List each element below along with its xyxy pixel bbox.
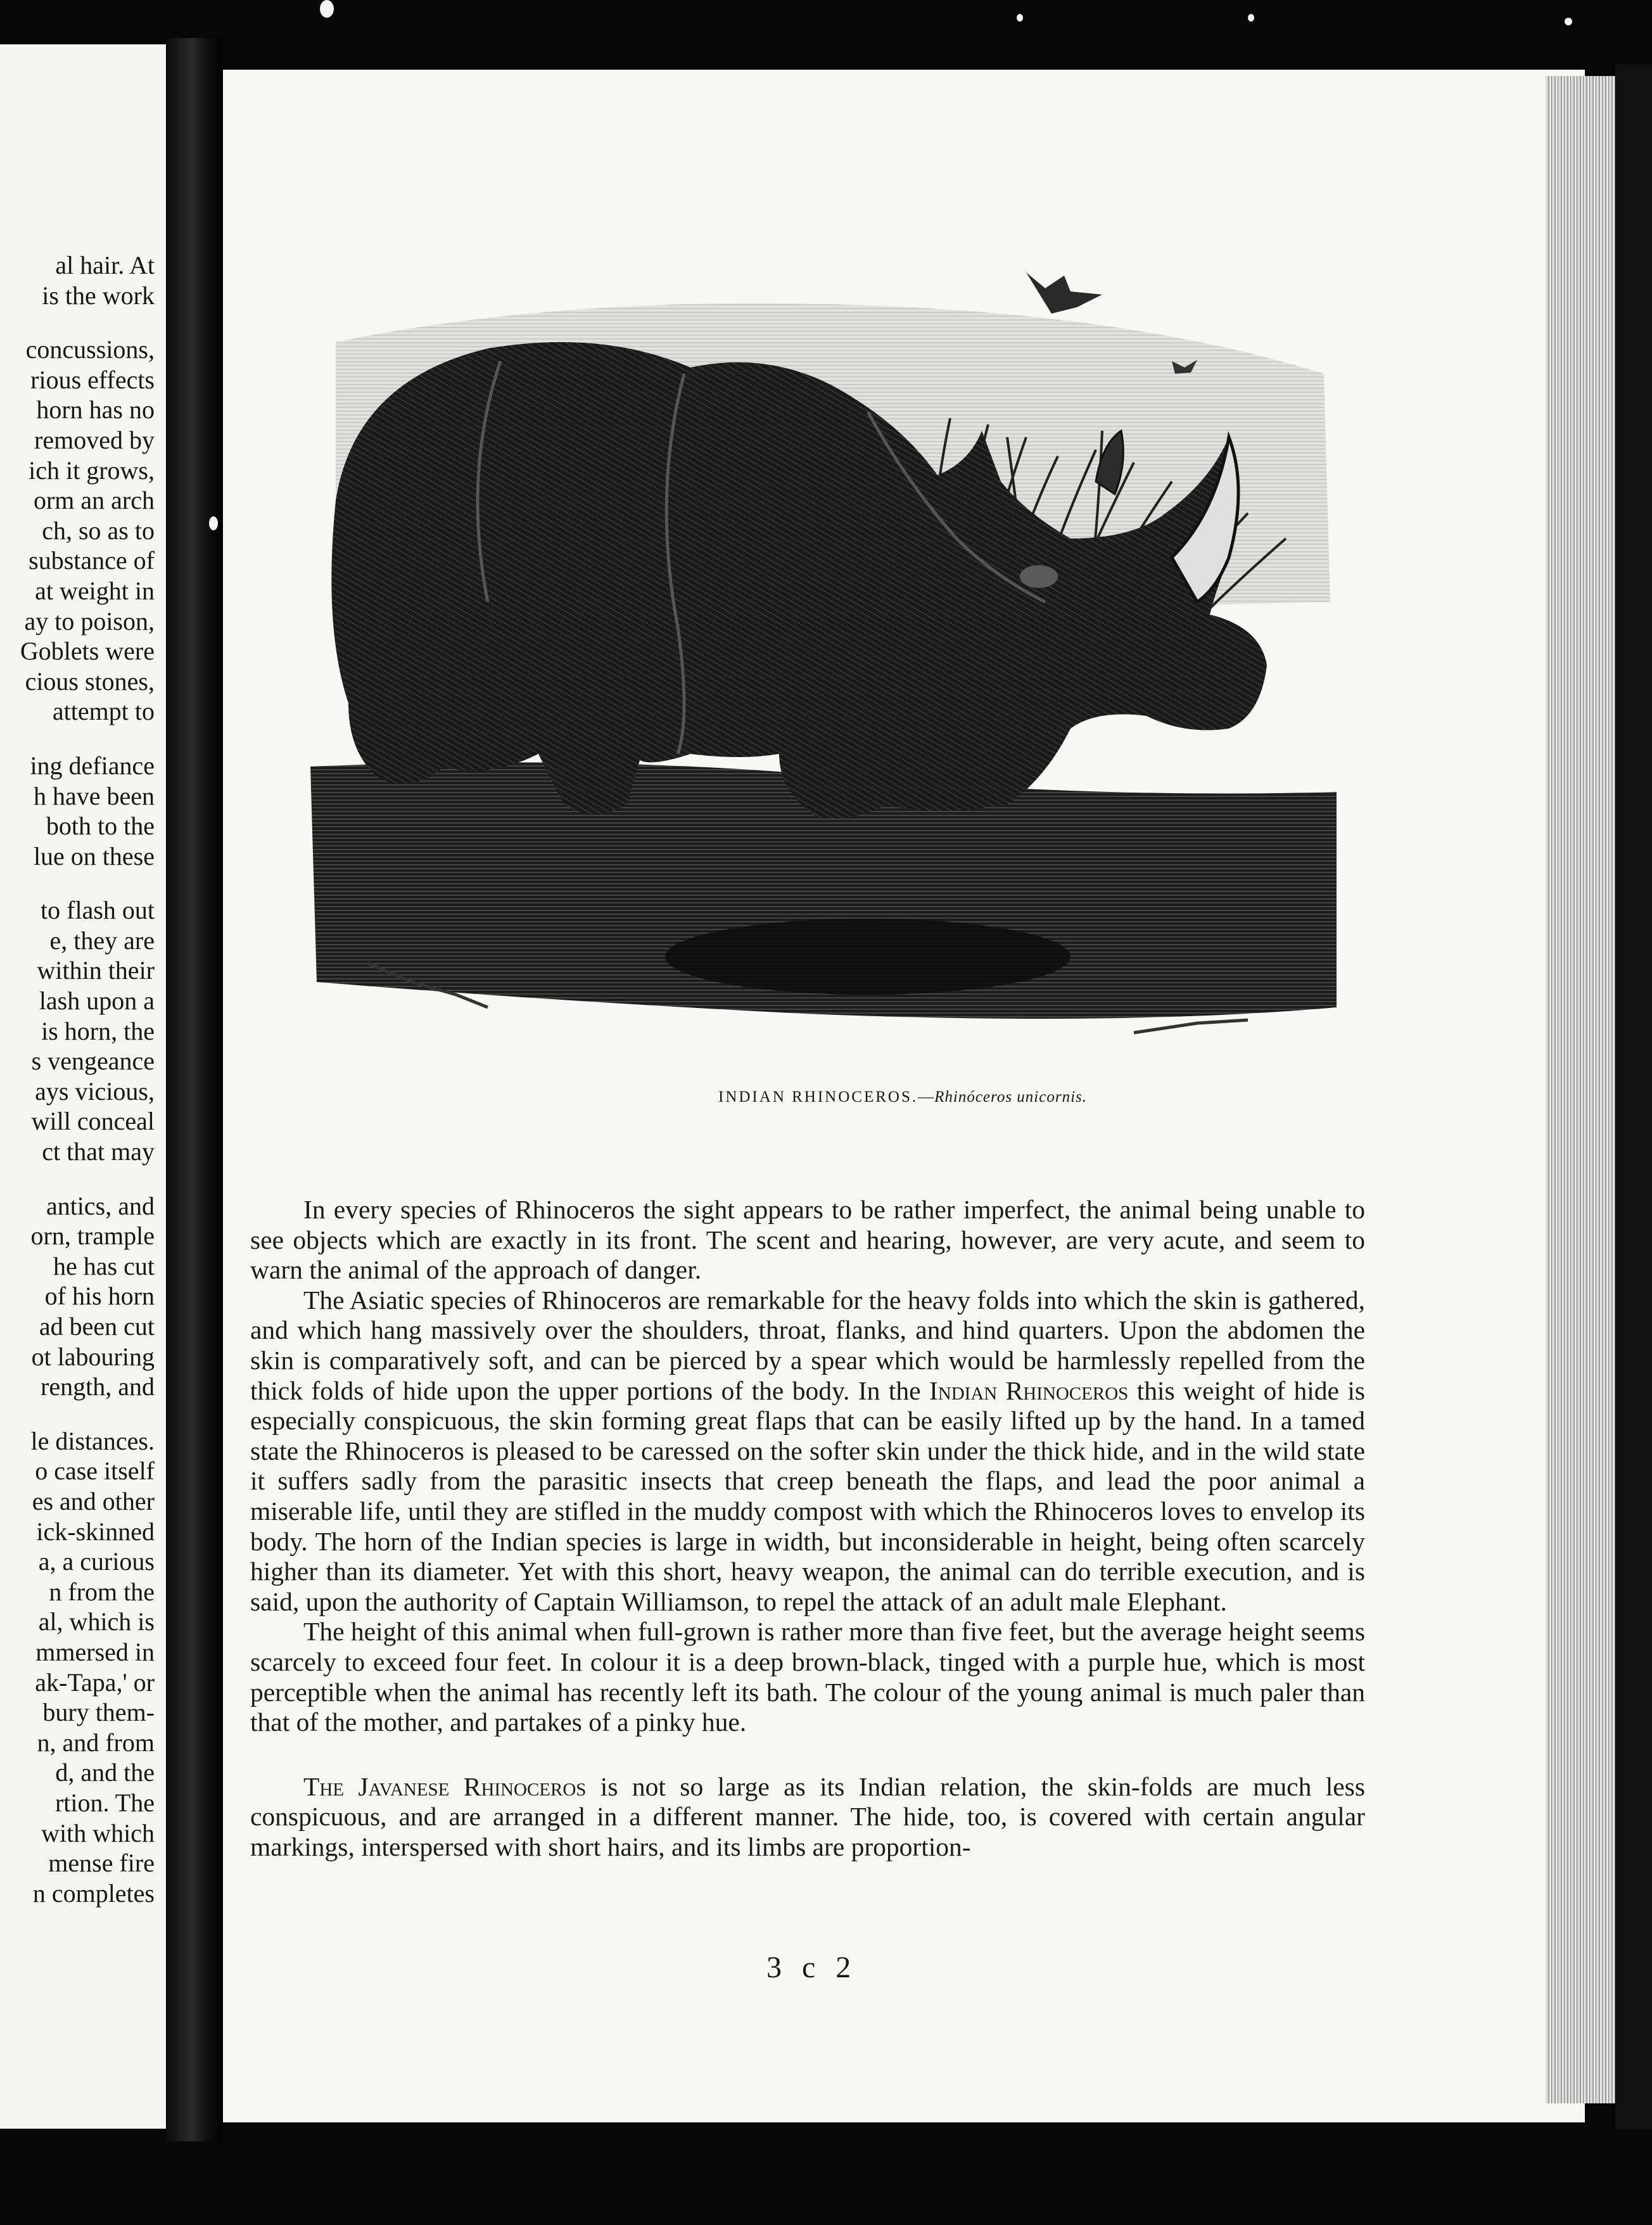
rhino-eye <box>1020 565 1058 588</box>
figure-caption <box>222 1088 1584 1106</box>
page-edges-shadow <box>1615 63 1652 2129</box>
left-page-line: at weight in <box>35 576 155 605</box>
left-page-line: both to the <box>46 812 155 841</box>
left-page-line: orn, trample <box>30 1221 155 1251</box>
left-page-line: will conceal <box>31 1107 155 1136</box>
paragraph-sight: In every species of Rhinoceros the sight appears to be rather imperfect, the animal being unable to see objects which are exactly in its front. The scent and hearing, however, are very acute, and seem to warn the animal of the approach of danger. <box>250 1195 1365 1285</box>
left-page-line: ch, so as to <box>42 516 155 545</box>
left-page-line: ot labouring <box>31 1342 155 1371</box>
left-page-line: ing defiance <box>30 751 155 780</box>
body-text <box>250 1195 1365 1862</box>
left-page-gap <box>0 871 155 895</box>
left-page-line: e, they are <box>49 926 155 955</box>
left-page-line: lue on these <box>33 841 155 870</box>
left-page-line: rtion. The <box>54 1788 155 1817</box>
left-page-line: Goblets were <box>20 637 155 666</box>
reflection <box>665 919 1071 995</box>
left-page-line: concussions, <box>25 335 155 364</box>
javanese-rhinoceros-heading: The Javanese Rhinoceros <box>303 1771 587 1801</box>
left-page <box>0 44 166 2129</box>
left-page-line: attempt to <box>52 697 155 726</box>
left-page-line: al hair. At <box>55 251 155 279</box>
left-page-line: n from the <box>49 1577 155 1606</box>
left-page-line: a, a curious <box>38 1547 155 1576</box>
left-page-line: n completes <box>32 1878 155 1908</box>
left-page-line: with which <box>41 1818 155 1847</box>
paragraph-skin-folds <box>250 1285 1365 1617</box>
left-page-line: ich it grows, <box>29 456 155 485</box>
left-page-gap <box>0 727 155 751</box>
left-page-line: is the work <box>42 281 155 310</box>
paragraph-skin-folds-end: this weight of hide is especially conspicuous, the skin forming great flaps that can be easily lifted up by the hand. In a tamed state the Rhinoceros is pleased to be caressed on the softer skin under the thick hide, and in the wild state it suffers sadly from the parasitic insects that creep beneath the flaps, and lead the poor animal a miserable life, until they are stifled in the muddy compost with which the Rhinoceros loves to envelop its body. The horn of the Indian species is large in width, but inconsiderable in height, being often scarcely higher than its diameter. Yet with this short, heavy weapon, the animal can do terrible execution, and is said, upon the authority of Captain Williamson, to repel the attack of an adult male Elephant. <box>250 1375 1365 1616</box>
left-page-line: d, and the <box>55 1758 155 1787</box>
left-page-line: orm an arch <box>33 486 155 515</box>
left-page-line: ct that may <box>42 1137 155 1166</box>
book-spine <box>166 38 223 2141</box>
left-page-line: is horn, the <box>41 1016 155 1045</box>
left-page-line: ay to poison, <box>24 606 155 635</box>
left-page-line: ak-Tapa,' or <box>35 1667 155 1697</box>
paragraph-javanese <box>250 1772 1365 1863</box>
indian-rhinoceros-heading: Indian Rhinoceros <box>929 1375 1129 1405</box>
paragraph-height-colour: The height of this animal when full-grown is rather more than five feet, but the average height seems scarcely to exceed four feet. In colour it is a deep brown-black, tinged with a purple hue, which is most perceptible when the animal has recently left its bath. The colour of the young animal is much paler than that of the mother, and partakes of a pinky hue. <box>250 1617 1365 1737</box>
left-page-line: lash upon a <box>39 986 155 1016</box>
bird-large <box>1026 272 1102 314</box>
caption-latin-name: Rhinóceros unicornis. <box>934 1088 1087 1106</box>
engraver-signature-right <box>1134 1020 1248 1033</box>
left-page-line: rious effects <box>30 365 155 394</box>
left-page-line: mmersed in <box>35 1637 155 1666</box>
rhinoceros-engraving <box>298 272 1349 1045</box>
left-page-line: ick-skinned <box>36 1517 155 1546</box>
left-page-line: cious stones, <box>25 666 155 696</box>
left-page-gap <box>0 310 155 335</box>
caption-title: INDIAN RHINOCEROS. <box>718 1088 918 1106</box>
paragraph-skin-folds-start: The Asiatic species of Rhinoceros are remarkable for the heavy folds into which the skin is gathered, and which hang massively over the shoulders, throat, flanks, and hind quarters. Upon the abdomen the skin is comparatively soft, and can be pierced by a spear which would be harmlessly repelled from the thick folds of hide upon the upper portions of the body. In the <box>250 1285 1365 1405</box>
left-page-line: ays vicious, <box>35 1076 155 1106</box>
left-page-line: rength, and <box>41 1372 155 1401</box>
left-page-line: horn has no <box>36 395 155 424</box>
left-page-line: to flash out <box>41 896 155 925</box>
left-page-line: within their <box>37 956 155 985</box>
left-page-gap <box>0 1402 155 1426</box>
page-folio: 3 c 2 <box>766 1951 858 1984</box>
left-page-line: bury them- <box>42 1698 155 1727</box>
left-page-line: le distances. <box>30 1426 155 1455</box>
paragraph-javanese-rest: is not so large as its Indian relation, the skin-folds are much less conspicuous, and are arranged in a different manner. The hide, too, is covered with certain angular markings, interspersed with short hairs, and its limbs are proportion- <box>250 1771 1365 1861</box>
left-page-line: of his horn <box>44 1282 155 1311</box>
left-page-line: al, which is <box>38 1607 155 1636</box>
left-page-line: mense fire <box>48 1849 155 1878</box>
left-page-gap <box>0 1167 155 1191</box>
left-page-line: he has cut <box>53 1251 155 1280</box>
left-page-line: s vengeance <box>31 1047 155 1076</box>
left-page-line: antics, and <box>46 1191 155 1220</box>
left-page-line: substance of <box>29 546 155 575</box>
caption-dash: — <box>918 1088 935 1106</box>
left-page-text <box>0 250 155 1908</box>
left-page-line: h have been <box>33 781 155 810</box>
left-page-line: es and other <box>32 1486 155 1515</box>
left-page-line: n, and from <box>37 1728 155 1757</box>
left-page-line: removed by <box>34 425 155 454</box>
left-page-line: ad been cut <box>39 1312 155 1341</box>
left-page-line: o case itself <box>35 1457 155 1486</box>
